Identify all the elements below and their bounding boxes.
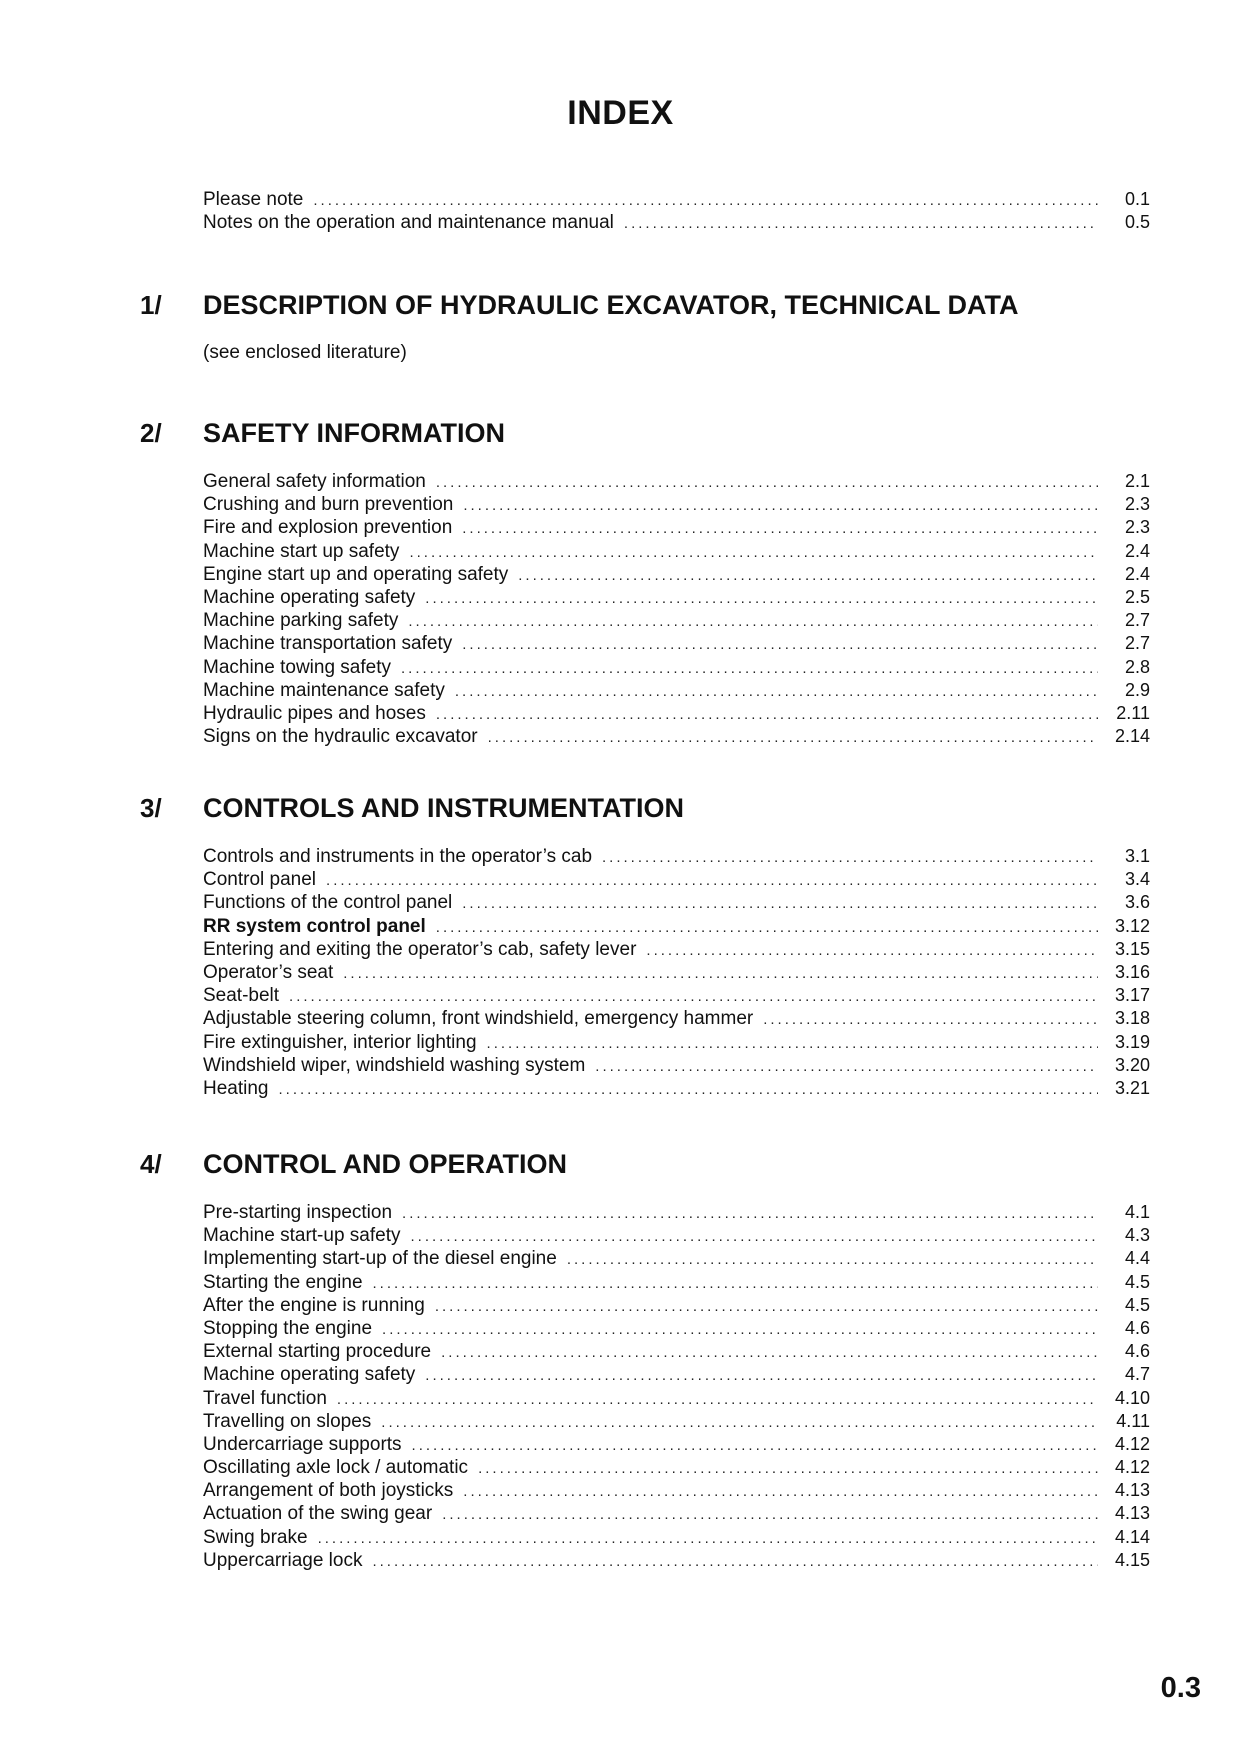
section-number: 1/	[140, 290, 162, 320]
entry-label: Adjustable steering column, front windshield, emergency hammer	[203, 1008, 754, 1030]
entry-page: 4.6	[1124, 1341, 1150, 1362]
entry-label: Undercarriage supports	[203, 1433, 402, 1455]
dot-leader	[425, 1364, 1098, 1387]
toc-entry	[203, 938, 1150, 961]
entry-page: 4.10	[1114, 1387, 1150, 1408]
entry-label: Windshield wiper, windshield washing system	[203, 1054, 586, 1076]
entry-page: 4.5	[1124, 1294, 1150, 1315]
entry-page: 3.17	[1114, 985, 1150, 1006]
entry-page: 3.15	[1114, 938, 1150, 959]
toc-entry	[203, 845, 1150, 868]
entry-label: Fire and explosion prevention	[203, 517, 453, 539]
entry-page: 2.11	[1116, 702, 1150, 723]
section-title: DESCRIPTION OF HYDRAULIC EXCAVATOR, TECHNICAL DATA	[203, 290, 1019, 320]
entry-page: 4.12	[1114, 1457, 1150, 1478]
toc-entry	[203, 211, 1150, 234]
page-number: 0.3	[1160, 1672, 1201, 1704]
entry-page: 2.4	[1124, 540, 1150, 561]
dot-leader	[409, 541, 1098, 564]
entry-page: 3.18	[1114, 1008, 1150, 1029]
dot-leader	[436, 703, 1098, 726]
dot-leader	[412, 1434, 1098, 1457]
dot-leader	[318, 1527, 1098, 1550]
toc-entry	[203, 1271, 1150, 1294]
dot-leader	[289, 985, 1098, 1008]
page-title: INDEX	[567, 94, 674, 132]
entry-page: 0.5	[1124, 212, 1150, 233]
dot-leader	[463, 1480, 1098, 1503]
entry-label: Travel function	[203, 1387, 327, 1409]
section-heading	[140, 793, 1150, 837]
entry-page: 2.4	[1124, 563, 1150, 584]
toc-entry	[203, 1247, 1150, 1270]
section-entries	[140, 1201, 1150, 1572]
dot-leader	[372, 1550, 1098, 1573]
dot-leader	[462, 892, 1098, 915]
dot-leader	[313, 189, 1098, 212]
entry-page: 3.19	[1114, 1031, 1150, 1052]
entry-label: RR system control panel	[203, 915, 426, 937]
dot-leader	[436, 471, 1098, 494]
toc-entry	[203, 1317, 1150, 1340]
dot-leader	[478, 1457, 1098, 1480]
dot-leader	[326, 869, 1098, 892]
entry-page: 4.6	[1124, 1317, 1150, 1338]
section-entries	[140, 845, 1150, 1100]
toc-entry	[203, 1456, 1150, 1479]
entry-label: Travelling on slopes	[203, 1410, 372, 1432]
entry-label: Machine parking safety	[203, 610, 399, 632]
toc-entry	[203, 493, 1150, 516]
section-title: CONTROLS AND INSTRUMENTATION	[203, 793, 684, 823]
toc-entry	[203, 1410, 1150, 1433]
toc-entry	[203, 632, 1150, 655]
entry-page: 4.4	[1124, 1248, 1150, 1269]
toc-entry	[203, 891, 1150, 914]
toc-entry	[203, 586, 1150, 609]
toc-entry	[203, 1549, 1150, 1572]
entry-page: 4.13	[1114, 1480, 1150, 1501]
toc-entry	[203, 1502, 1150, 1525]
dot-leader	[381, 1411, 1098, 1434]
section-title: SAFETY INFORMATION	[203, 418, 505, 448]
section-heading	[140, 290, 1150, 334]
entry-label: Starting the engine	[203, 1271, 363, 1293]
dot-leader	[436, 916, 1098, 939]
dot-leader	[442, 1503, 1098, 1526]
dot-leader	[408, 610, 1098, 633]
entry-label: After the engine is running	[203, 1294, 425, 1316]
entry-page: 3.16	[1114, 961, 1150, 982]
entry-page: 2.1	[1124, 471, 1150, 491]
entry-label: Control panel	[203, 869, 317, 891]
entry-page: 4.7	[1124, 1364, 1150, 1385]
toc-entry	[203, 470, 1150, 493]
entry-page: 0.1	[1124, 189, 1150, 209]
entry-label: Machine maintenance safety	[203, 679, 445, 701]
toc-entry	[203, 1340, 1150, 1363]
toc-entry	[203, 563, 1150, 586]
section-number: 4/	[140, 1149, 162, 1179]
entry-page: 3.6	[1124, 892, 1150, 913]
entry-label: Hydraulic pipes and hoses	[203, 702, 426, 724]
dot-leader	[602, 846, 1098, 869]
section-heading	[140, 418, 1150, 462]
entry-page: 4.14	[1114, 1526, 1150, 1547]
entry-label: Machine towing safety	[203, 656, 391, 678]
section-note: (see enclosed literature)	[203, 342, 407, 363]
section-title: CONTROL AND OPERATION	[203, 1149, 567, 1179]
entry-label: Entering and exiting the operator’s cab, safety lever	[203, 938, 637, 960]
entry-label: Engine start up and operating safety	[203, 563, 509, 585]
entry-label: Uppercarriage lock	[203, 1549, 363, 1571]
entry-page: 2.5	[1124, 586, 1150, 607]
dot-leader	[425, 587, 1098, 610]
section-2	[140, 418, 1150, 748]
entry-page: 3.4	[1124, 869, 1150, 890]
entry-label: Seat-belt	[203, 985, 280, 1007]
toc-entry	[203, 868, 1150, 891]
entry-label: Controls and instruments in the operator’s cab	[203, 846, 593, 867]
dot-leader	[401, 657, 1098, 680]
entry-page: 2.7	[1124, 633, 1150, 654]
entry-label: Heating	[203, 1077, 269, 1099]
section-number: 3/	[140, 793, 162, 823]
entry-page: 4.13	[1114, 1503, 1150, 1524]
entry-page: 3.20	[1114, 1054, 1150, 1075]
entry-page: 2.14	[1114, 726, 1150, 747]
toc-entry	[203, 1007, 1150, 1030]
section-3	[140, 793, 1150, 1100]
toc-entry	[203, 1363, 1150, 1386]
entry-page: 4.3	[1124, 1225, 1150, 1246]
entry-label: Machine operating safety	[203, 586, 416, 608]
toc-entry	[203, 915, 1150, 938]
entry-page: 3.21	[1114, 1077, 1150, 1098]
section-1	[140, 290, 1150, 364]
toc-entry	[203, 1031, 1150, 1054]
toc-entry	[203, 679, 1150, 702]
toc-entry	[203, 540, 1150, 563]
entry-label: Arrangement of both joysticks	[203, 1480, 454, 1502]
entry-label: Machine transportation safety	[203, 633, 453, 655]
toc-entry	[203, 1387, 1150, 1410]
entry-page: 2.3	[1124, 494, 1150, 515]
entry-page: 2.9	[1124, 679, 1150, 700]
dot-leader	[624, 212, 1098, 235]
dot-leader	[382, 1318, 1098, 1341]
entry-page: 4.5	[1124, 1271, 1150, 1292]
dot-leader	[763, 1008, 1098, 1031]
entry-label: Notes on the operation and maintenance manual	[203, 212, 614, 234]
dot-leader	[595, 1055, 1098, 1078]
section-4	[140, 1149, 1150, 1572]
toc-entry	[203, 1201, 1150, 1224]
entry-label: General safety information	[203, 471, 426, 492]
entry-label: Fire extinguisher, interior lighting	[203, 1031, 477, 1053]
dot-leader	[462, 517, 1098, 540]
entry-label: Oscillating axle lock / automatic	[203, 1457, 469, 1479]
toc-entry	[203, 1294, 1150, 1317]
entry-label: Pre-starting inspection	[203, 1202, 393, 1223]
toc-entry	[203, 656, 1150, 679]
entry-label: Functions of the control panel	[203, 892, 453, 914]
dot-leader	[518, 564, 1098, 587]
entry-page: 3.1	[1124, 846, 1150, 866]
toc-entry	[203, 984, 1150, 1007]
intro-list	[203, 188, 1150, 234]
entry-label: Machine start-up safety	[203, 1225, 401, 1247]
section-heading	[140, 1149, 1150, 1193]
dot-leader	[462, 633, 1098, 656]
entry-page: 4.1	[1124, 1202, 1150, 1222]
entry-label: Operator’s seat	[203, 961, 334, 983]
entry-label: Machine operating safety	[203, 1364, 416, 1386]
toc-entry	[203, 1479, 1150, 1502]
entry-label: Please note	[203, 189, 304, 210]
toc-entry	[203, 1224, 1150, 1247]
entry-label: Machine start up safety	[203, 540, 400, 562]
dot-leader	[455, 680, 1098, 703]
dot-leader	[343, 962, 1098, 985]
section-entries	[140, 470, 1150, 748]
dot-leader	[488, 726, 1098, 749]
section-number: 2/	[140, 418, 162, 448]
toc-entry	[203, 1054, 1150, 1077]
dot-leader	[402, 1202, 1098, 1225]
toc-entry	[203, 702, 1150, 725]
toc-entry	[203, 609, 1150, 632]
dot-leader	[441, 1341, 1098, 1364]
dot-leader	[337, 1388, 1098, 1411]
toc-entry	[203, 961, 1150, 984]
dot-leader	[410, 1225, 1098, 1248]
entry-label: Crushing and burn prevention	[203, 494, 454, 516]
entry-label: Swing brake	[203, 1526, 308, 1548]
dot-leader	[279, 1078, 1099, 1101]
dot-leader	[567, 1248, 1098, 1271]
dot-leader	[646, 939, 1098, 962]
entry-page: 3.12	[1114, 915, 1150, 936]
entry-page: 4.15	[1114, 1549, 1150, 1570]
entry-label: External starting procedure	[203, 1341, 432, 1363]
entry-page: 4.12	[1114, 1433, 1150, 1454]
dot-leader	[487, 1032, 1098, 1055]
toc-entry	[203, 188, 1150, 211]
entry-label: Signs on the hydraulic excavator	[203, 726, 478, 748]
entry-page: 2.7	[1124, 610, 1150, 631]
entry-page: 2.8	[1124, 656, 1150, 677]
entry-label: Actuation of the swing gear	[203, 1503, 433, 1525]
entry-page: 4.11	[1116, 1410, 1150, 1431]
toc-entry	[203, 1077, 1150, 1100]
entry-label: Implementing start-up of the diesel engine	[203, 1248, 557, 1270]
toc-entry	[203, 516, 1150, 539]
dot-leader	[373, 1272, 1098, 1295]
dot-leader	[435, 1295, 1098, 1318]
dot-leader	[463, 494, 1098, 517]
entry-page: 2.3	[1124, 517, 1150, 538]
toc-entry	[203, 725, 1150, 748]
toc-entry	[203, 1433, 1150, 1456]
entry-label: Stopping the engine	[203, 1317, 373, 1339]
toc-entry	[203, 1526, 1150, 1549]
